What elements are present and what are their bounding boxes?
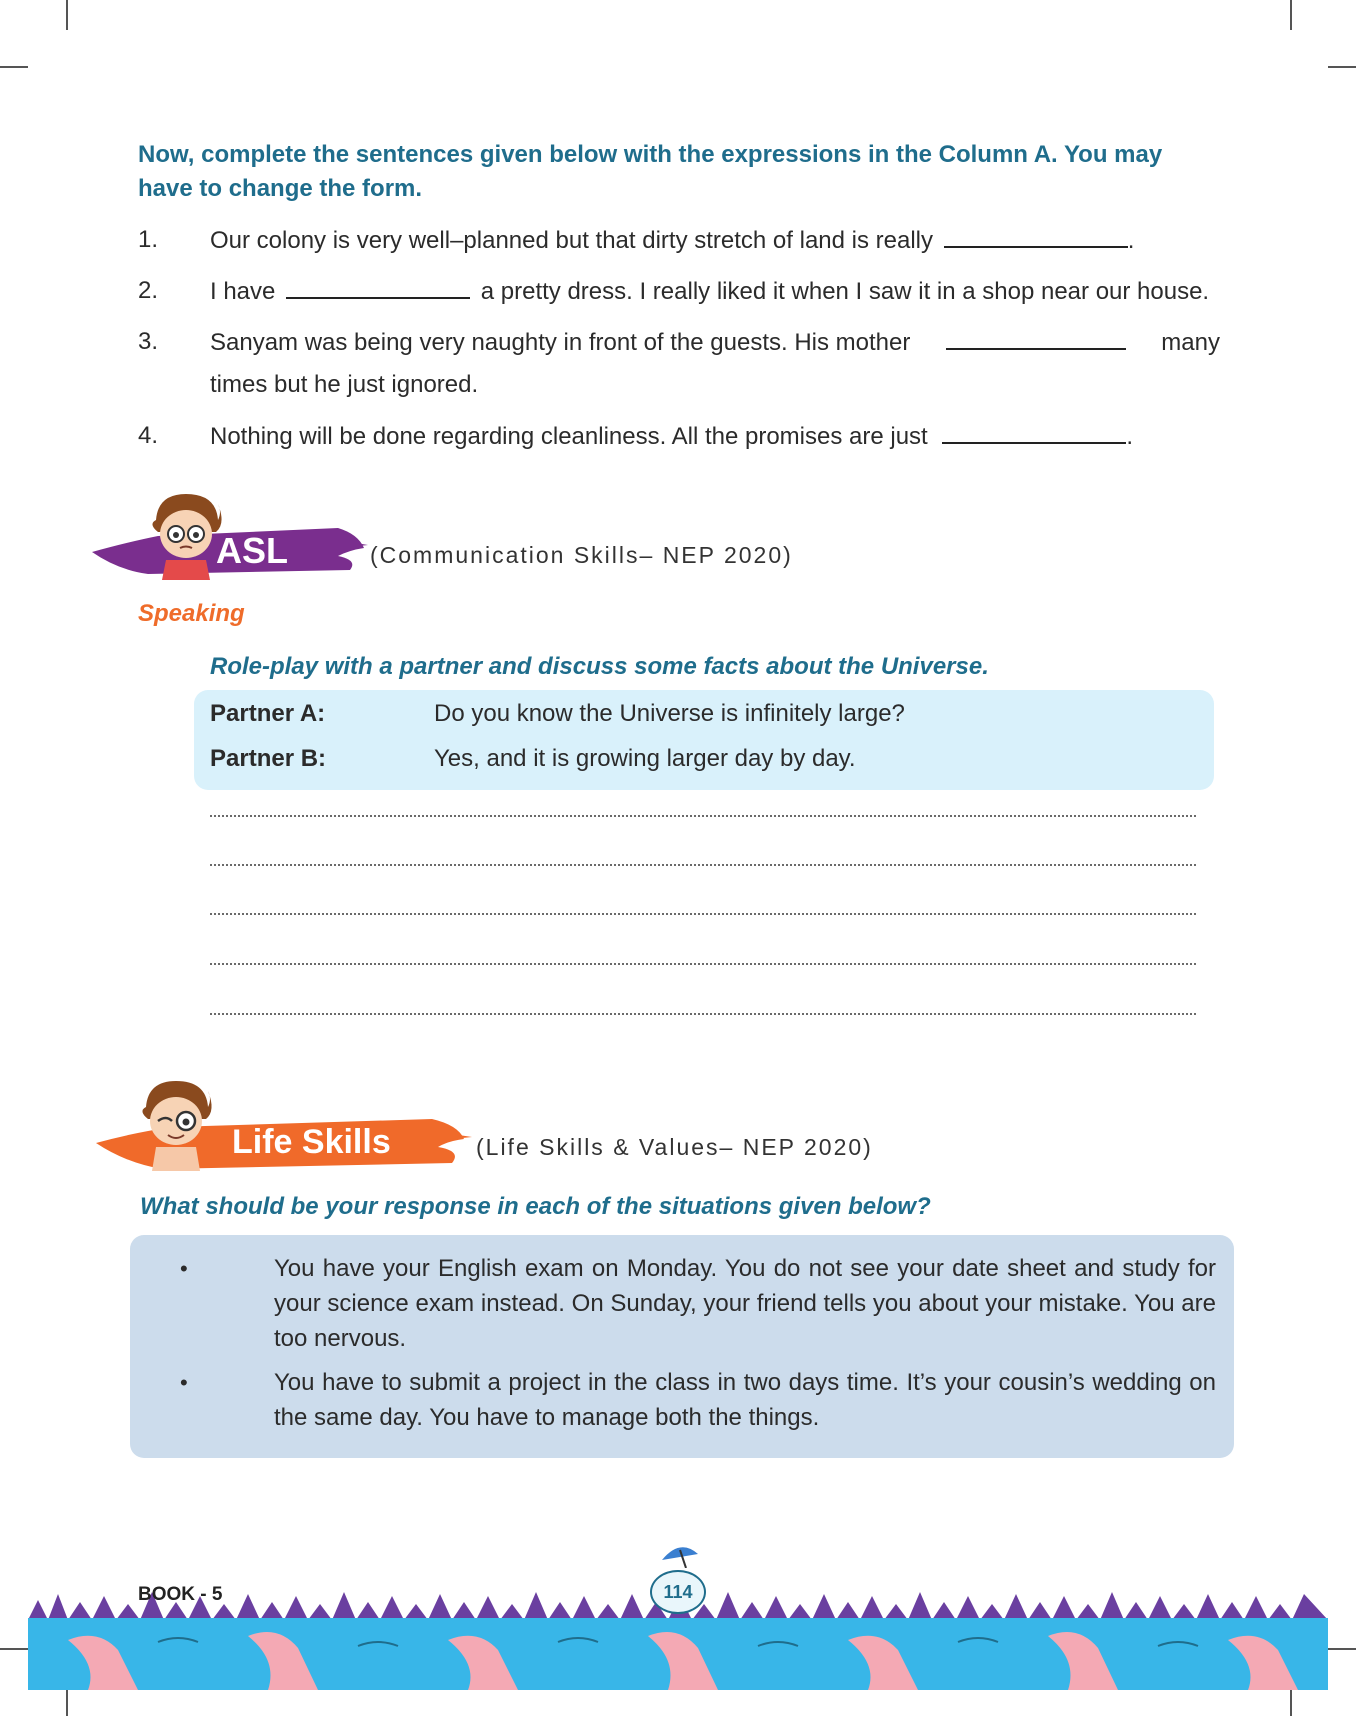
- asl-badge: ASL: [216, 530, 288, 571]
- speaking-heading: Speaking: [138, 600, 245, 627]
- instruction-heading: Now, complete the sentences given below with the expressions in the Column A. You may have to change the form.: [138, 141, 1163, 202]
- dialog-box: [194, 690, 1214, 790]
- question-text-mid: many: [1161, 329, 1220, 356]
- answer-blank[interactable]: [942, 416, 1126, 444]
- question-text-end: a pretty dress. I really liked it when I saw it in a shop near our house.: [480, 278, 1210, 305]
- situation-text: You have to submit a project in the class in two days time. It’s your cousin’s wedding on the same day. You have to manage both the things.: [274, 1369, 1216, 1431]
- answer-blank[interactable]: [946, 322, 1126, 350]
- roleplay-task: Role-play with a partner and discuss some facts about the Universe.: [210, 653, 989, 680]
- question-text-end: .: [1126, 423, 1134, 450]
- partner-a-line: Do you know the Universe is infinitely large?: [434, 700, 905, 727]
- question-text: Sanyam was being very naughty in front of the guests. His mother: [210, 329, 911, 356]
- situation-text: You have your English exam on Monday. You do not see your date sheet and study for your science exam instead. On Sunday, your friend tells you about your mistake. You are too nervous.: [274, 1255, 1216, 1352]
- crop-mark: [1290, 1688, 1292, 1716]
- writing-line[interactable]: [210, 815, 1196, 817]
- writing-line[interactable]: [210, 913, 1196, 915]
- crop-mark: [1290, 0, 1292, 30]
- bullet-icon: •: [180, 1370, 188, 1395]
- answer-blank[interactable]: [944, 220, 1128, 248]
- crop-mark: [66, 0, 68, 30]
- asl-subtitle: (Communication Skills– NEP 2020): [370, 542, 793, 568]
- situations-box: [130, 1235, 1234, 1458]
- question-text-end: .: [1127, 227, 1135, 254]
- umbrella-icon: [660, 1542, 700, 1568]
- boy-avatar-icon: [146, 490, 226, 580]
- question-number: 4.: [138, 422, 159, 449]
- asl-banner: [88, 490, 368, 590]
- question-number: 1.: [138, 226, 159, 253]
- writing-line[interactable]: [210, 1013, 1196, 1015]
- question-text: Nothing will be done regarding cleanliness. All the promises are just: [210, 423, 928, 450]
- crop-mark: [0, 1648, 28, 1650]
- crop-mark: [0, 66, 28, 68]
- writing-line[interactable]: [210, 864, 1196, 866]
- question-3: [138, 322, 1220, 406]
- answer-blank[interactable]: [286, 271, 470, 299]
- crop-mark: [1328, 66, 1356, 68]
- bullet-icon: •: [180, 1256, 188, 1281]
- life-skills-subtitle: (Life Skills & Values– NEP 2020): [476, 1134, 873, 1160]
- partner-a-label: Partner A:: [210, 700, 326, 727]
- situation-item: [180, 1251, 1216, 1356]
- book-label: BOOK - 5: [138, 1584, 223, 1605]
- life-skills-badge: Life Skills: [232, 1123, 391, 1161]
- question-text: Our colony is very well–planned but that dirty stretch of land is really: [210, 227, 934, 254]
- question-text-line2: times but he just ignored.: [210, 371, 479, 398]
- life-skills-banner: [92, 1075, 472, 1187]
- partner-b-label: Partner B:: [210, 745, 327, 772]
- life-skills-task: What should be your response in each of the situations given below?: [140, 1193, 931, 1220]
- crop-mark: [1328, 1648, 1356, 1650]
- situation-item: [180, 1365, 1216, 1435]
- page-number: 114: [650, 1570, 706, 1614]
- question-number: 3.: [138, 328, 159, 355]
- crop-mark: [66, 1688, 68, 1716]
- question-text: I have: [210, 278, 276, 305]
- boy-avatar-icon: [136, 1075, 216, 1171]
- question-number: 2.: [138, 277, 159, 304]
- partner-b-line: Yes, and it is growing larger day by day.: [434, 745, 856, 772]
- writing-line[interactable]: [210, 963, 1196, 965]
